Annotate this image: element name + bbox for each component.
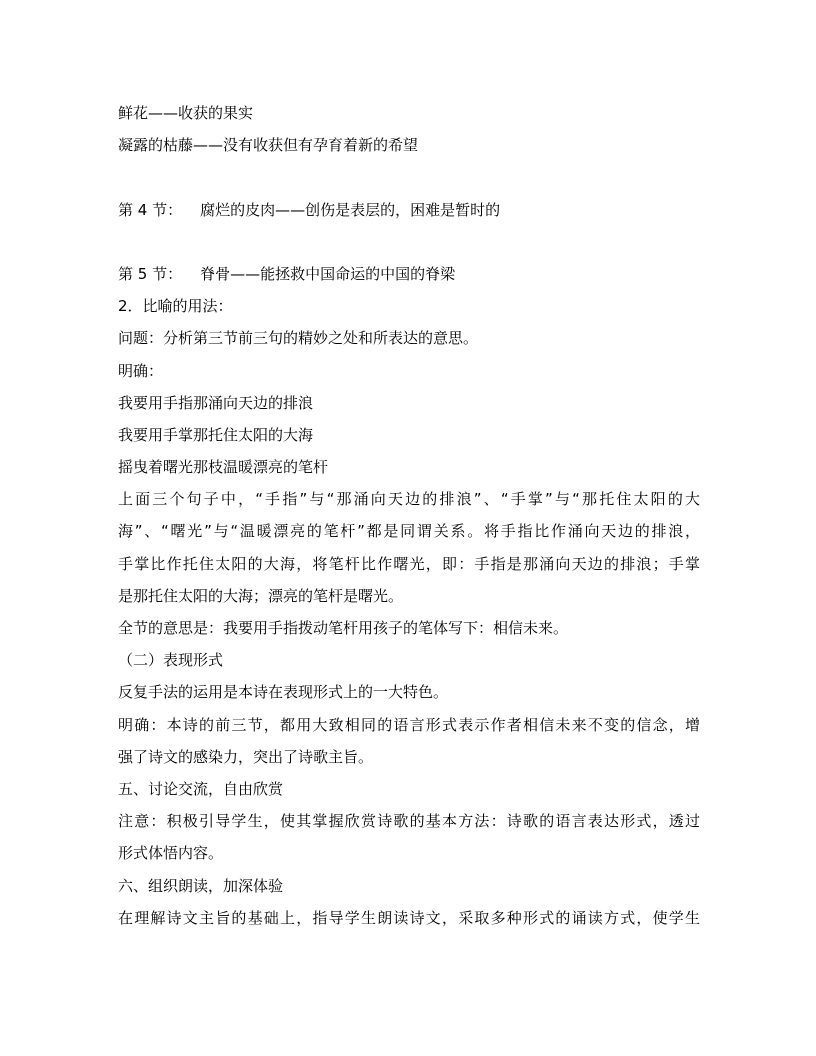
clarify-label: 明确：	[118, 361, 164, 380]
heading-reading: 六、组织朗读，加深体验	[118, 876, 284, 895]
section-label: 第 5 节：	[118, 264, 183, 283]
blank-line	[118, 161, 700, 193]
heading-form: （二）表现形式	[118, 651, 224, 670]
paragraph-line: 上面三个句子中，“手指”与“那涌向天边的排浪”、“手掌”与“那托住太阳的大	[118, 490, 700, 509]
paragraph-line: 形式体悟内容。	[118, 844, 224, 863]
poem-line: 摇曳着曙光那枝温暖漂亮的笔杆	[118, 458, 329, 477]
question-line: 问题：分析第三节前三句的精妙之处和所表达的意思。	[118, 329, 479, 348]
poem-line: 我要用手指那涌向天边的排浪	[118, 393, 314, 412]
section-5-line	[118, 258, 700, 290]
paragraph-line: 明确：本诗的前三节，都用大致相同的语言形式表示作者相信未来不变的信念，增	[118, 715, 700, 734]
paragraph-line: 反复手法的运用是本诗在表现形式上的一大特色。	[118, 683, 449, 702]
section-text: 脊骨——能拯救中国命运的中国的脊梁	[200, 264, 456, 283]
document-page	[118, 97, 700, 934]
section-label: 第 4 节：	[118, 200, 183, 219]
section-text: 腐烂的皮肉——创伤是表层的，困难是暂时的	[200, 200, 501, 219]
heading-metaphor: 2．比喻的用法：	[118, 297, 233, 316]
section-4-line	[118, 194, 700, 226]
text-line: 凝露的枯藤——没有收获但有孕育着新的希望	[118, 136, 419, 155]
paragraph-line: 海”、“曙光”与“温暖漂亮的笔杆”都是同谓关系。将手指比作涌向天边的排浪，	[118, 522, 700, 541]
poem-line: 我要用手掌那托住太阳的大海	[118, 425, 314, 444]
paragraph-line: 手掌比作托住太阳的大海，将笔杆比作曙光，即：手指是那涌向天边的排浪；手掌	[118, 554, 700, 573]
text-line: 鲜花——收获的果实	[118, 104, 254, 122]
paragraph-line: 是那托住太阳的大海；漂亮的笔杆是曙光。	[118, 586, 404, 605]
blank-line	[118, 226, 700, 258]
paragraph-line: 全节的意思是：我要用手指拨动笔杆用孩子的笔体写下：相信未来。	[118, 619, 569, 637]
heading-discussion: 五、讨论交流，自由欣赏	[118, 779, 284, 798]
paragraph-line: 注意：积极引导学生，使其掌握欣赏诗歌的基本方法：诗歌的语言表达形式，透过	[118, 812, 700, 831]
paragraph-line: 在理解诗文主旨的基础上，指导学生朗读诗文，采取多种形式的诵读方式，使学生	[118, 908, 700, 927]
paragraph-line: 强了诗文的感染力，突出了诗歌主旨。	[118, 747, 374, 766]
